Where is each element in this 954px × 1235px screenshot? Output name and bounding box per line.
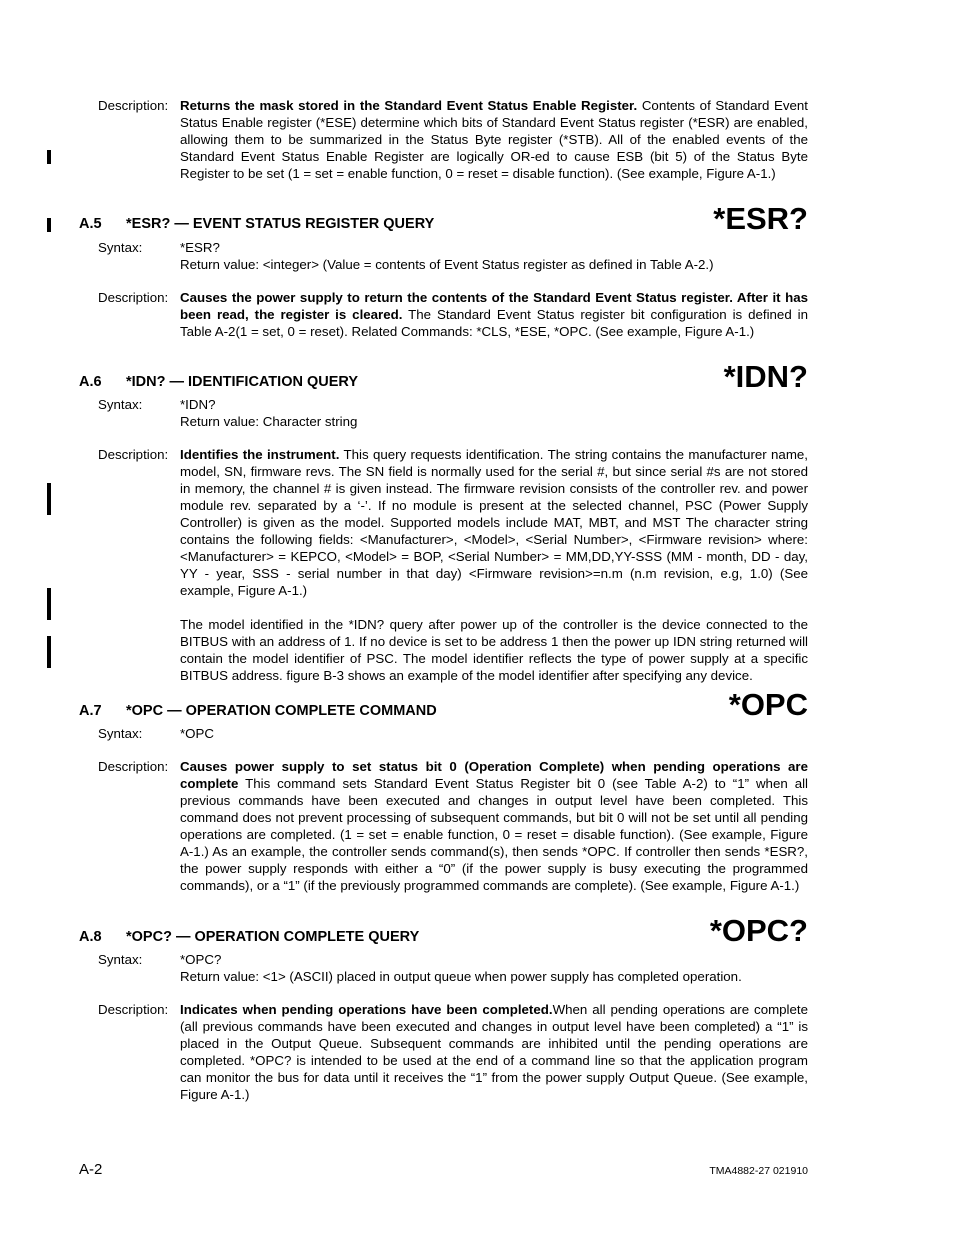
section-heading-a7 [79, 702, 437, 720]
description-body: This query requests identification. The string contains the manufacturer name, model, SN, firmware revs. The SN field is normally used for the serial #, but since serial #s are not stored in memory, the channel # is given instead. The firmware revision consists of the controller rev. and power module rev. separated by a ‘-’. If no module is present at the selected channel, PSC (Power Supply Controller) is given as the model. Supported models include MAT, MBT, and MST The character string contains the following fields: <Manufacturer>, <Model>, <Serial Number>, <Firmware revision> where: <Manufacturer> = KEPCO, <Model> = BOP, <Serial Number> = MM,DD,YY-SSS (MM - month, DD - day, YY - year, SSS - serial number in that day) <Firmware revision>=n.m (n.m revision, e.g, 1.0) (See example, Figure A-1.) [180, 447, 808, 598]
syntax-block [180, 239, 808, 273]
section-number: A.6 [79, 374, 102, 390]
syntax-command: *OPC [180, 726, 214, 741]
description-label: Description: [98, 759, 169, 774]
description-body: This command sets Standard Event Status Register bit 0 (see Table A-2) to “1” when all previous commands have been executed and changes in output level have been completed. This command does not prevent processing of subsequent commands, but bit 0 will not be set until all pending operations are completed. (1 = set = enable function, 0 = reset = disable function). (See example, Figure A-1.) As an example, the controller sends command(s), then sends *OPC. If controller then sends *ESR?, the power supply responds with either a “0” (if the power supply is busy executing the programmed commands), or a “1” (if the previously programmed commands are complete). (See example, Figure A-1.) [180, 776, 808, 893]
description-bold: Returns the mask stored in the Standard Event Status Enable Register. [180, 98, 638, 113]
section-title: *OPC — OPERATION COMPLETE COMMAND [126, 703, 437, 719]
section-number: A.5 [79, 216, 102, 232]
page-number: A-2 [79, 1161, 103, 1178]
syntax-block [180, 951, 808, 985]
description-body: When all pending operations are complete (all previous commands have been executed and changes in output level have been completed) a “1” is placed in the Output Queue. Subsequent commands are inhibited until the pending operations are completed. *OPC? is intended to be used at the end of a command line so that the application program can monitor the bus for data until it receives the “1” from the power supply Output Queue. (See example, Figure A-1.) [180, 1002, 808, 1102]
section-heading-a6 [79, 373, 358, 391]
section-number: A.8 [79, 929, 102, 945]
section-title: *IDN? — IDENTIFICATION QUERY [126, 374, 358, 390]
description-bold: Causes the power supply to return the contents of the Standard Event Status register. After it has been read, the register is cleared. [180, 290, 808, 322]
description-bold: Indicates when pending operations have been completed. [180, 1002, 553, 1017]
description-label: Description: [98, 98, 169, 113]
syntax-command: *ESR? [180, 240, 220, 255]
description-label: Description: [98, 290, 169, 305]
description-bold: Causes power supply to set status bit 0 (Operation Complete) when pending operations are complete [180, 759, 808, 791]
change-bar [47, 218, 51, 232]
syntax-label: Syntax: [98, 952, 143, 967]
document-id: TMA4882-27 021910 [709, 1165, 808, 1177]
description-text [180, 446, 808, 684]
description-text [180, 97, 808, 182]
syntax-label: Syntax: [98, 726, 143, 741]
syntax-command: *IDN? [180, 397, 216, 412]
command-banner-idn: *IDN? [723, 359, 808, 394]
command-banner-opc-query: *OPC? [709, 913, 808, 948]
change-bar [47, 483, 51, 515]
section-number: A.7 [79, 703, 102, 719]
change-bar [47, 150, 51, 164]
change-bar [47, 636, 51, 668]
description-paragraph: The model identified in the *IDN? query after power up of the controller is the device connected to the BITBUS with an address of 1. If no device is set to be address 1 then the power up IDN string returned will contain the model identifier of PSC. The model identifier reflects the type of power supply at a specific BITBUS address. figure B-3 shows an example of the model identifier after specifying any device. [180, 617, 808, 683]
description-text [180, 289, 808, 340]
command-banner-opc: *OPC [728, 687, 808, 722]
return-value: Return value: Character string [180, 414, 358, 429]
section-title: *ESR? — EVENT STATUS REGISTER QUERY [126, 216, 435, 232]
change-bar [47, 588, 51, 620]
description-body: The Standard Event Status register bit configuration is defined in Table A-2(1 = set, 0 = reset). Related Commands: *CLS, *ESE, *OPC. (See example, Figure A-1.) [180, 307, 808, 339]
description-text [180, 1001, 808, 1103]
description-label: Description: [98, 447, 169, 462]
section-heading-a8 [79, 928, 419, 946]
syntax-label: Syntax: [98, 397, 143, 412]
section-heading-a5 [79, 215, 434, 233]
description-bold: Identifies the instrument. [180, 447, 340, 462]
syntax-label: Syntax: [98, 240, 143, 255]
description-label: Description: [98, 1002, 169, 1017]
command-banner-esr: *ESR? [713, 201, 808, 236]
return-value: Return value: <integer> (Value = contents of Event Status register as defined in Table A-2.) [180, 257, 714, 272]
return-value: Return value: <1> (ASCII) placed in output queue when power supply has completed operation. [180, 969, 742, 984]
section-title: *OPC? — OPERATION COMPLETE QUERY [126, 929, 420, 945]
syntax-command: *OPC? [180, 952, 222, 967]
description-text [180, 758, 808, 894]
description-body: Contents of Standard Event Status Enable register (*ESE) determine which bits of Standard Event Status register (*ESR) are enabled, allowing them to be summarized in the Status Byte register (*STB). All of the enabled events of the Standard Event Status Enable Register are logically OR-ed to cause ESB (bit 5) of the Status Byte Register to be set (1 = set = enable function, 0 = reset = disable function). (See example, Figure A-1.) [180, 98, 809, 181]
syntax-block [180, 396, 808, 430]
